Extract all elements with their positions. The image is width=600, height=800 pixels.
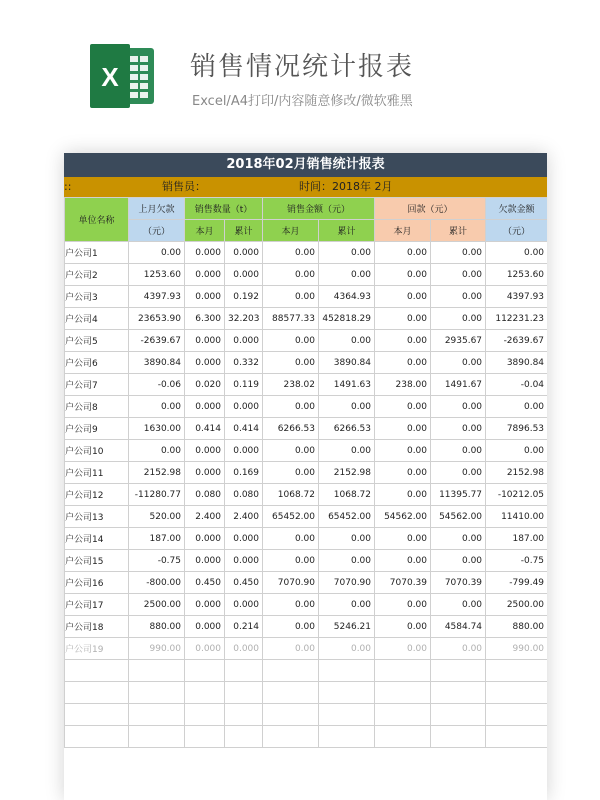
value-cell: 0.00 — [263, 352, 319, 374]
value-cell: 0.00 — [431, 396, 486, 418]
empty-cell — [431, 704, 486, 726]
value-cell: 0.00 — [375, 638, 431, 660]
header-prev-debt-unit: （元） — [129, 220, 185, 242]
value-cell: 0.00 — [486, 396, 547, 418]
value-cell: -2639.67 — [486, 330, 547, 352]
value-cell: 0.000 — [225, 550, 263, 572]
empty-cell — [129, 704, 185, 726]
value-cell: 0.00 — [431, 242, 486, 264]
table-row — [65, 418, 548, 440]
unit-name-cell: 户公司9 — [65, 418, 129, 440]
value-cell: 0.00 — [319, 330, 375, 352]
value-cell: 880.00 — [129, 616, 185, 638]
page-title: 销售情况统计报表 — [190, 52, 415, 82]
value-cell: 0.00 — [129, 440, 185, 462]
value-cell: 0.00 — [375, 308, 431, 330]
unit-name-cell: 户公司12 — [65, 484, 129, 506]
time-label: 时间：2018年 2月 — [299, 180, 393, 193]
value-cell: 0.000 — [185, 462, 225, 484]
empty-cell — [185, 704, 225, 726]
logo-letter: X — [101, 62, 119, 92]
value-cell: 0.000 — [225, 264, 263, 286]
unit-name-cell: 户公司18 — [65, 616, 129, 638]
value-cell: 0.000 — [185, 264, 225, 286]
value-cell: 3890.84 — [129, 352, 185, 374]
empty-row — [65, 660, 548, 682]
value-cell: 1068.72 — [319, 484, 375, 506]
value-cell: 0.00 — [431, 440, 486, 462]
empty-cell — [486, 660, 547, 682]
value-cell: 0.332 — [225, 352, 263, 374]
header-refund-cumulative: 累计 — [431, 220, 486, 242]
value-cell: 11395.77 — [431, 484, 486, 506]
value-cell: 990.00 — [129, 638, 185, 660]
value-cell: 0.000 — [225, 528, 263, 550]
value-cell: 0.000 — [185, 352, 225, 374]
header-amount: 销售金额（元） — [263, 198, 375, 220]
value-cell: 2152.98 — [319, 462, 375, 484]
value-cell: 2.400 — [225, 506, 263, 528]
header-debt: 欠款金额 — [486, 198, 547, 220]
value-cell: -10212.05 — [486, 484, 547, 506]
value-cell: 0.00 — [486, 242, 547, 264]
value-cell: 0.169 — [225, 462, 263, 484]
empty-cell — [185, 660, 225, 682]
value-cell: 7070.39 — [375, 572, 431, 594]
value-cell: 0.00 — [375, 550, 431, 572]
value-cell: 0.00 — [375, 484, 431, 506]
value-cell: 0.00 — [263, 440, 319, 462]
value-cell: 0.414 — [225, 418, 263, 440]
table-row — [65, 528, 548, 550]
empty-cell — [129, 726, 185, 748]
page-header — [0, 0, 600, 130]
value-cell: 0.00 — [431, 462, 486, 484]
value-cell: 6266.53 — [263, 418, 319, 440]
value-cell: 65452.00 — [319, 506, 375, 528]
value-cell: 0.414 — [185, 418, 225, 440]
sheet-info-bar — [64, 177, 547, 197]
value-cell: 0.00 — [375, 528, 431, 550]
value-cell: 0.000 — [185, 638, 225, 660]
header-debt-unit: （元） — [486, 220, 547, 242]
value-cell: 0.00 — [375, 462, 431, 484]
value-cell: 2500.00 — [486, 594, 547, 616]
value-cell: 4397.93 — [129, 286, 185, 308]
empty-cell — [225, 682, 263, 704]
value-cell: 0.000 — [225, 638, 263, 660]
value-cell: 11410.00 — [486, 506, 547, 528]
value-cell: 0.000 — [185, 528, 225, 550]
value-cell: 0.00 — [319, 242, 375, 264]
empty-cell — [375, 704, 431, 726]
value-cell: 5246.21 — [319, 616, 375, 638]
empty-cell — [225, 704, 263, 726]
value-cell: 3890.84 — [319, 352, 375, 374]
table-row — [65, 572, 548, 594]
value-cell: 187.00 — [486, 528, 547, 550]
value-cell: -11280.77 — [129, 484, 185, 506]
value-cell: 65452.00 — [263, 506, 319, 528]
value-cell: 0.00 — [263, 462, 319, 484]
value-cell: 0.00 — [431, 528, 486, 550]
value-cell: 0.00 — [431, 550, 486, 572]
value-cell: 0.00 — [263, 528, 319, 550]
value-cell: 0.020 — [185, 374, 225, 396]
value-cell: 112231.23 — [486, 308, 547, 330]
empty-row — [65, 704, 548, 726]
empty-cell — [65, 660, 129, 682]
value-cell: 2152.98 — [486, 462, 547, 484]
value-cell: 0.00 — [375, 418, 431, 440]
table-row — [65, 506, 548, 528]
value-cell: 0.00 — [375, 242, 431, 264]
value-cell: 0.00 — [431, 418, 486, 440]
page-subtitle: Excel/A4打印/内容随意修改/微软雅黑 — [192, 94, 413, 109]
empty-cell — [65, 704, 129, 726]
empty-cell — [263, 726, 319, 748]
value-cell: 990.00 — [486, 638, 547, 660]
header-amount-cumulative: 累计 — [319, 220, 375, 242]
value-cell: 0.00 — [319, 550, 375, 572]
salesperson-label: 销售员： — [162, 180, 206, 193]
value-cell: 1068.72 — [263, 484, 319, 506]
empty-cell — [185, 726, 225, 748]
header-qty-month: 本月 — [185, 220, 225, 242]
empty-cell — [431, 682, 486, 704]
empty-cell — [263, 682, 319, 704]
value-cell: 452818.29 — [319, 308, 375, 330]
empty-row — [65, 682, 548, 704]
value-cell: 0.00 — [319, 594, 375, 616]
value-cell: 0.00 — [431, 352, 486, 374]
value-cell: 0.00 — [486, 440, 547, 462]
value-cell: 0.450 — [185, 572, 225, 594]
value-cell: 4584.74 — [431, 616, 486, 638]
value-cell: 54562.00 — [375, 506, 431, 528]
empty-cell — [129, 682, 185, 704]
value-cell: 2.400 — [185, 506, 225, 528]
sheet-title: 2018年02月销售统计报表 — [64, 153, 547, 177]
value-cell: 0.00 — [263, 286, 319, 308]
spreadsheet-preview — [64, 153, 547, 800]
value-cell: 0.00 — [375, 440, 431, 462]
value-cell: 0.00 — [431, 594, 486, 616]
value-cell: 0.00 — [319, 528, 375, 550]
value-cell: 0.00 — [375, 330, 431, 352]
value-cell: 0.00 — [319, 638, 375, 660]
value-cell: 0.192 — [225, 286, 263, 308]
value-cell: 0.00 — [375, 594, 431, 616]
table-row — [65, 330, 548, 352]
value-cell: 0.000 — [185, 594, 225, 616]
value-cell: 7070.39 — [431, 572, 486, 594]
header-qty-cumulative: 累计 — [225, 220, 263, 242]
value-cell: 0.00 — [263, 594, 319, 616]
value-cell: 0.000 — [185, 330, 225, 352]
value-cell: 7896.53 — [486, 418, 547, 440]
value-cell: 0.00 — [263, 264, 319, 286]
value-cell: 1491.67 — [431, 374, 486, 396]
value-cell: 0.000 — [225, 594, 263, 616]
unit-name-cell: 户公司7 — [65, 374, 129, 396]
empty-cell — [319, 726, 375, 748]
unit-name-cell: 户公司16 — [65, 572, 129, 594]
value-cell: 0.000 — [225, 242, 263, 264]
value-cell: 3890.84 — [486, 352, 547, 374]
value-cell: 0.00 — [129, 396, 185, 418]
table-row — [65, 308, 548, 330]
empty-cell — [263, 704, 319, 726]
header-refund: 回款（元） — [375, 198, 486, 220]
value-cell: 88577.33 — [263, 308, 319, 330]
value-cell: 0.000 — [185, 242, 225, 264]
value-cell: -0.04 — [486, 374, 547, 396]
table-row — [65, 396, 548, 418]
value-cell: 0.000 — [185, 286, 225, 308]
value-cell: 0.00 — [431, 638, 486, 660]
value-cell: 0.00 — [319, 264, 375, 286]
table-row — [65, 484, 548, 506]
table-row — [65, 594, 548, 616]
value-cell: 0.00 — [263, 242, 319, 264]
value-cell: 6266.53 — [319, 418, 375, 440]
unit-name-cell: 户公司13 — [65, 506, 129, 528]
value-cell: 0.000 — [225, 396, 263, 418]
value-cell: 238.02 — [263, 374, 319, 396]
value-cell: 0.00 — [319, 396, 375, 418]
value-cell: 0.000 — [225, 440, 263, 462]
value-cell: -2639.67 — [129, 330, 185, 352]
value-cell: 0.00 — [129, 242, 185, 264]
unit-name-cell: 户公司10 — [65, 440, 129, 462]
excel-icon — [86, 40, 158, 112]
empty-cell — [185, 682, 225, 704]
unit-name-cell: 户公司3 — [65, 286, 129, 308]
unit-name-cell: 户公司5 — [65, 330, 129, 352]
value-cell: 7070.90 — [319, 572, 375, 594]
table-row — [65, 616, 548, 638]
empty-cell — [486, 682, 547, 704]
empty-cell — [486, 726, 547, 748]
value-cell: -800.00 — [129, 572, 185, 594]
empty-cell — [319, 660, 375, 682]
value-cell: 1253.60 — [129, 264, 185, 286]
empty-cell — [65, 682, 129, 704]
empty-cell — [431, 660, 486, 682]
unit-name-cell: 户公司11 — [65, 462, 129, 484]
empty-row — [65, 726, 548, 748]
table-row — [65, 550, 548, 572]
value-cell: 0.00 — [263, 330, 319, 352]
value-cell: 0.00 — [263, 550, 319, 572]
table-row — [65, 264, 548, 286]
unit-name-cell: 户公司15 — [65, 550, 129, 572]
value-cell: 0.00 — [375, 396, 431, 418]
value-cell: 0.00 — [263, 616, 319, 638]
empty-cell — [319, 704, 375, 726]
value-cell: 238.00 — [375, 374, 431, 396]
info-left-label: :: — [64, 180, 72, 193]
value-cell: 0.00 — [375, 616, 431, 638]
value-cell: -0.75 — [486, 550, 547, 572]
value-cell: 0.450 — [225, 572, 263, 594]
empty-cell — [263, 660, 319, 682]
value-cell: 0.000 — [185, 396, 225, 418]
sales-table — [64, 197, 547, 748]
header-refund-month: 本月 — [375, 220, 431, 242]
value-cell: 880.00 — [486, 616, 547, 638]
unit-name-cell: 户公司4 — [65, 308, 129, 330]
value-cell: 0.00 — [263, 396, 319, 418]
value-cell: 2935.67 — [431, 330, 486, 352]
value-cell: -0.06 — [129, 374, 185, 396]
header-unit-name: 单位名称 — [65, 198, 129, 242]
header-qty: 销售数量（t） — [185, 198, 263, 220]
unit-name-cell: 户公司2 — [65, 264, 129, 286]
value-cell: 0.000 — [225, 330, 263, 352]
unit-name-cell: 户公司6 — [65, 352, 129, 374]
value-cell: 520.00 — [129, 506, 185, 528]
empty-cell — [65, 726, 129, 748]
table-row — [65, 286, 548, 308]
value-cell: 0.00 — [319, 440, 375, 462]
value-cell: 32.203 — [225, 308, 263, 330]
empty-cell — [225, 726, 263, 748]
unit-name-cell: 户公司17 — [65, 594, 129, 616]
value-cell: 2500.00 — [129, 594, 185, 616]
header-amount-month: 本月 — [263, 220, 319, 242]
empty-cell — [431, 726, 486, 748]
unit-name-cell: 户公司1 — [65, 242, 129, 264]
table-row — [65, 440, 548, 462]
unit-name-cell: 户公司14 — [65, 528, 129, 550]
value-cell: -799.49 — [486, 572, 547, 594]
value-cell: 0.00 — [431, 264, 486, 286]
empty-cell — [319, 682, 375, 704]
value-cell: 0.080 — [185, 484, 225, 506]
value-cell: 187.00 — [129, 528, 185, 550]
value-cell: 0.119 — [225, 374, 263, 396]
value-cell: 4364.93 — [319, 286, 375, 308]
empty-cell — [375, 726, 431, 748]
value-cell: 0.00 — [375, 352, 431, 374]
value-cell: 4397.93 — [486, 286, 547, 308]
value-cell: 0.00 — [375, 264, 431, 286]
table-row — [65, 462, 548, 484]
empty-cell — [375, 682, 431, 704]
value-cell: 7070.90 — [263, 572, 319, 594]
value-cell: 0.000 — [185, 440, 225, 462]
value-cell: 6.300 — [185, 308, 225, 330]
empty-cell — [486, 704, 547, 726]
value-cell: 0.00 — [375, 286, 431, 308]
table-row — [65, 374, 548, 396]
value-cell: 0.000 — [185, 616, 225, 638]
value-cell: -0.75 — [129, 550, 185, 572]
value-cell: 23653.90 — [129, 308, 185, 330]
header-prev-debt: 上月欠款 — [129, 198, 185, 220]
unit-name-cell: 户公司8 — [65, 396, 129, 418]
empty-cell — [375, 660, 431, 682]
value-cell: 0.00 — [431, 286, 486, 308]
value-cell: 0.000 — [185, 550, 225, 572]
table-row — [65, 638, 548, 660]
value-cell: 0.214 — [225, 616, 263, 638]
table-row — [65, 352, 548, 374]
value-cell: 0.00 — [263, 638, 319, 660]
table-row — [65, 242, 548, 264]
value-cell: 1253.60 — [486, 264, 547, 286]
empty-cell — [129, 660, 185, 682]
value-cell: 0.00 — [431, 308, 486, 330]
unit-name-cell: 户公司19 — [65, 638, 129, 660]
value-cell: 0.080 — [225, 484, 263, 506]
empty-cell — [225, 660, 263, 682]
value-cell: 1491.63 — [319, 374, 375, 396]
value-cell: 54562.00 — [431, 506, 486, 528]
value-cell: 1630.00 — [129, 418, 185, 440]
value-cell: 2152.98 — [129, 462, 185, 484]
